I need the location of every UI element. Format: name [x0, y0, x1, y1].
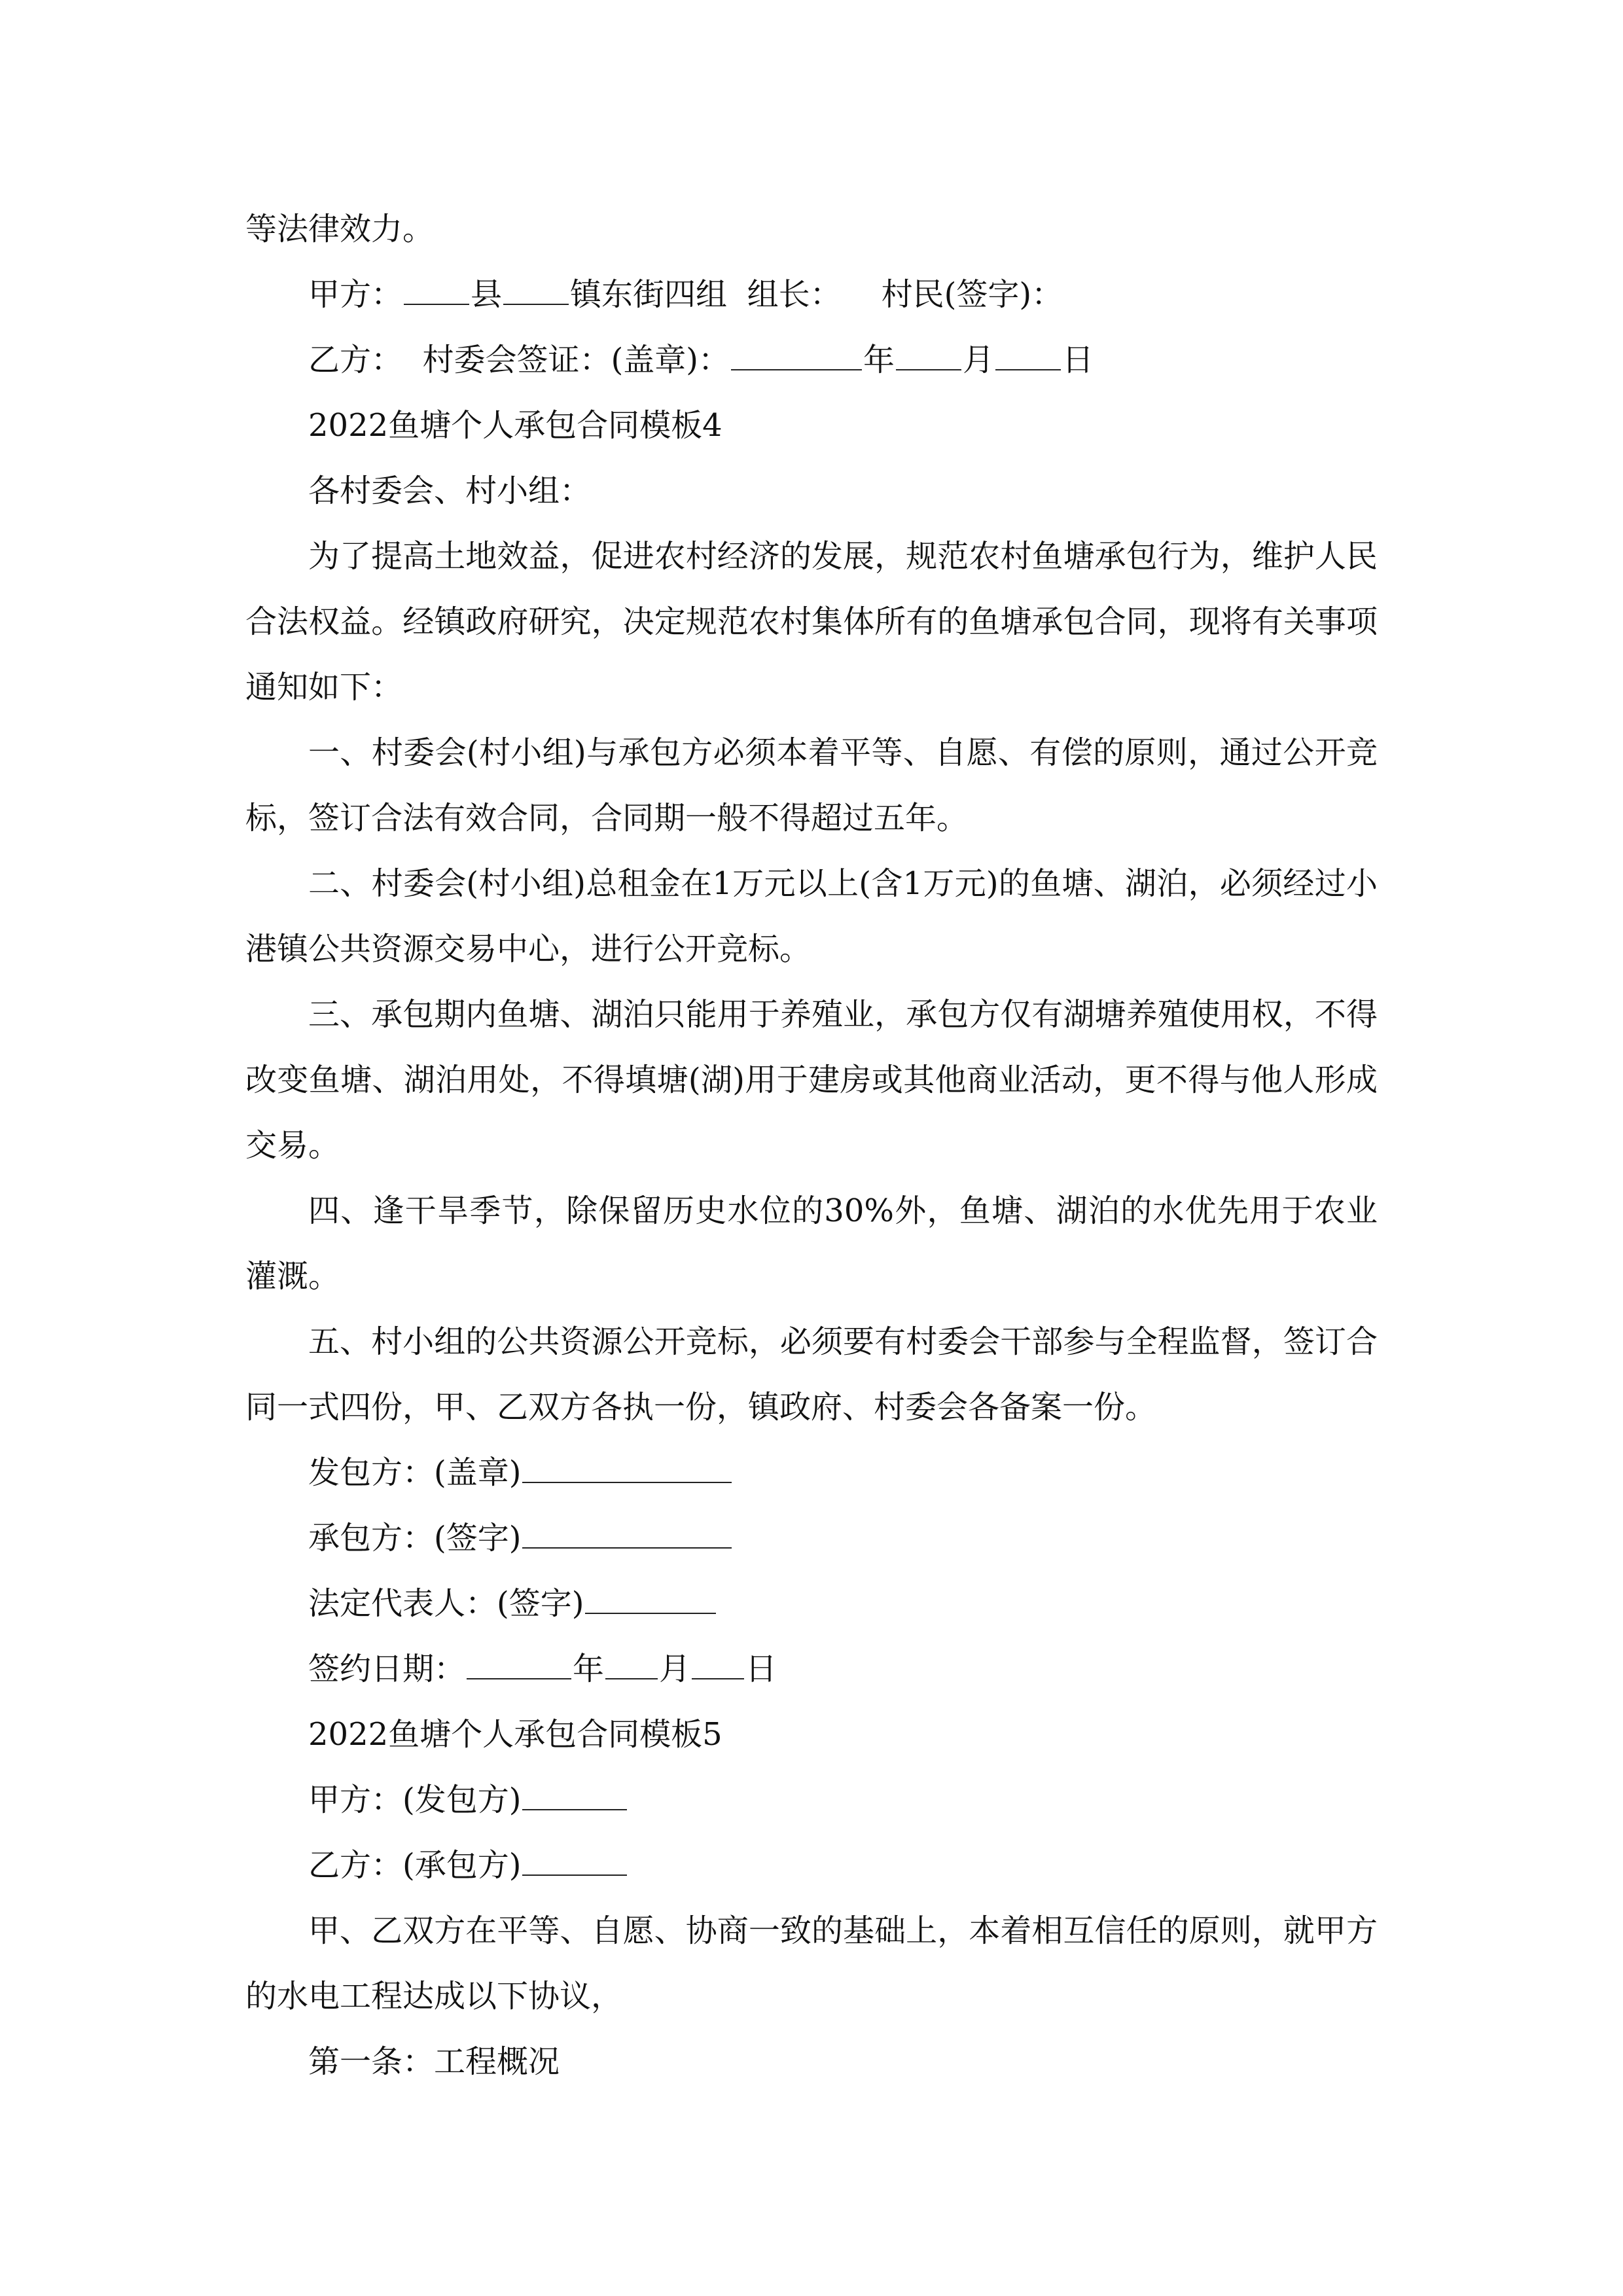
document-body: [245, 196, 1378, 2094]
legal-rep-signature-line: [245, 1571, 1378, 1636]
template5-title: [245, 1702, 1378, 1767]
party-b-prefix: 乙方：: [308, 342, 403, 378]
contractor-label: 承包方：(签字): [308, 1520, 522, 1556]
template4-item1: 一、村委会(村小组)与承包方必须本着平等、自愿、有偿的原则，通过公开竞标，签订合法有效合同，合同期一般不得超过五年。: [245, 734, 1378, 836]
year-label: 年: [863, 342, 895, 378]
sign-date-label: 签约日期：: [308, 1651, 466, 1687]
town-blank: [503, 272, 569, 305]
village-cert-label: 村委会签证：(盖章)：: [422, 342, 730, 378]
template5-party-b-blank: [522, 1843, 627, 1876]
legal-rep-label: 法定代表人：(签字): [308, 1585, 584, 1622]
sign-year-label: 年: [573, 1651, 605, 1687]
template5-party-a-line: [245, 1767, 1378, 1833]
contractor-blank: [522, 1516, 732, 1549]
template5-party-a-label: 甲方：(发包方): [308, 1782, 522, 1818]
legal-rep-blank: [585, 1581, 716, 1614]
template4-item5: 五、村小组的公共资源公开竞标，必须要有村委会干部参与全程监督，签订合同一式四份，甲、乙双方各执一份，镇政府、村委会各备案一份。: [245, 1323, 1378, 1426]
employer-signature-line: [245, 1440, 1378, 1505]
contractor-signature-line: [245, 1505, 1378, 1571]
template5-article1: [245, 2029, 1378, 2094]
employer-blank: [522, 1450, 732, 1483]
day-blank: [995, 338, 1061, 370]
party-b-signature-line: [245, 327, 1378, 393]
year-blank: [731, 338, 862, 370]
sign-day-label: 日: [745, 1651, 777, 1687]
employer-label: 发包方：(盖章): [308, 1454, 522, 1491]
template4-item2: 二、村委会(村小组)总租金在1万元以上(含1万元)的鱼塘、湖泊，必须经过小港镇公共资源交易中心，进行公开竞标。: [245, 865, 1378, 967]
addressee-text: 各村委会、村小组：: [308, 473, 592, 509]
villager-label: 村民(签字)：: [881, 276, 1063, 313]
month-label: 月: [963, 342, 995, 378]
county-label: 县: [471, 276, 503, 313]
template5-intro: 甲、乙双方在平等、自愿、协商一致的基础上，本着相互信任的原则，就甲方的水电工程达成以下协议，: [245, 1912, 1378, 2015]
month-blank: [896, 338, 961, 370]
template4-item4: 四、逢干旱季节，除保留历史水位的30%外，鱼塘、湖泊的水优先用于农业灌溉。: [245, 1193, 1378, 1295]
template4-addressee: [245, 458, 1378, 524]
template5-party-b-line: [245, 1833, 1378, 1898]
continuation-text: 等法律效力。: [245, 211, 435, 247]
day-label: 日: [1062, 342, 1094, 378]
town-label: 镇东街四组: [570, 276, 728, 313]
template5-party-a-blank: [522, 1778, 627, 1810]
sign-month-blank: [605, 1647, 658, 1679]
template5-title-text: 2022鱼塘个人承包合同模板5: [308, 1716, 722, 1753]
template4-item3: 三、承包期内鱼塘、湖泊只能用于养殖业，承包方仅有湖塘养殖使用权，不得改变鱼塘、湖泊用处，不得填塘(湖)用于建房或其他商业活动，更不得与他人形成交易。: [245, 996, 1378, 1164]
sign-year-blank: [467, 1647, 571, 1679]
party-a-signature-line: [245, 262, 1378, 327]
continuation-line: [245, 196, 1378, 262]
template5-party-b-label: 乙方：(承包方): [308, 1847, 522, 1884]
leader-label: 组长：: [747, 276, 842, 313]
party-a-prefix: 甲方：: [308, 276, 403, 313]
county-blank: [404, 272, 469, 305]
template4-intro: 为了提高土地效益，促进农村经济的发展，规范农村鱼塘承包行为，维护人民合法权益。经镇政府研究，决定规范农村集体所有的鱼塘承包合同，现将有关事项通知如下：: [245, 538, 1378, 706]
sign-date-line: [245, 1636, 1378, 1702]
template4-title: [245, 393, 1378, 458]
sign-month-label: 月: [659, 1651, 691, 1687]
article1-text: 第一条：工程概况: [308, 2043, 560, 2080]
template4-title-text: 2022鱼塘个人承包合同模板4: [308, 407, 722, 444]
sign-day-blank: [692, 1647, 744, 1679]
